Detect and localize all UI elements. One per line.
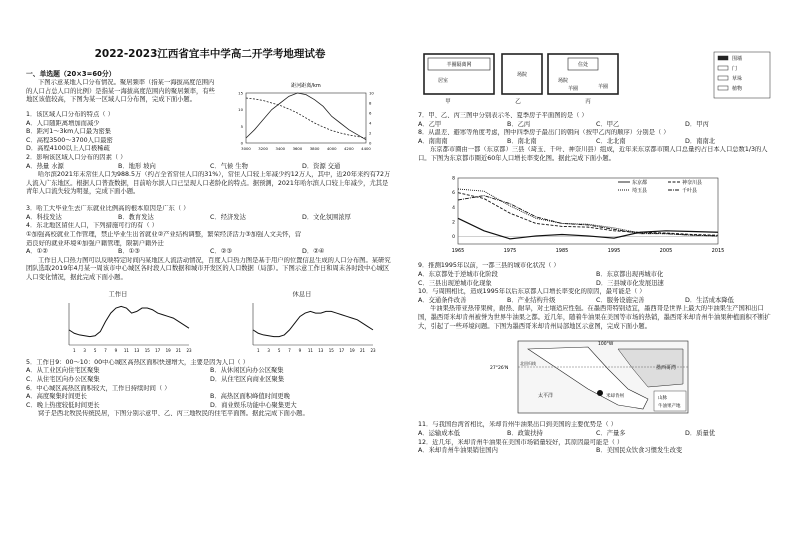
q2-option-a[interactable]: A．热量 水源	[26, 162, 64, 170]
q4-option-b[interactable]: B．①③	[118, 248, 140, 256]
y-tick-label: 5	[240, 123, 243, 129]
y-tick-label: 0	[240, 140, 243, 146]
q10-stem: 10．与周围相比，造成1995年以后东京都人口增长率变化的原因，最可能是（ ）	[418, 288, 646, 296]
q8-option-b[interactable]: B．南北南	[507, 137, 537, 145]
map-label-gulf: 墨西哥湾	[656, 365, 677, 372]
x-tick-label: 1	[72, 348, 76, 354]
heat-line	[69, 307, 189, 337]
intro-6: 牛油果热带亚热带果树，耐热、耐旱，对土壤适应性强。在墨西哥特别适宜，墨西哥是世界上最大的牛油果生产国和出口国，墨西哥米却肯州被誉为世界牛油果之都。近几年，随着牛油果在美国等市场的热销，墨西哥米却肯州牛油果种植面积不断扩大，引起了一些环境问题。下图为墨西哥米却肯州局部地区示意图，完成下面小题。	[418, 305, 771, 330]
x-tick-label: 13	[134, 348, 140, 354]
label-room: 居室	[438, 78, 449, 84]
legend-swatch	[718, 66, 728, 70]
mexico-map	[418, 339, 774, 417]
y2-tick-label: 2	[369, 130, 372, 136]
series-line-2	[458, 189, 718, 236]
q5-stem: 5．工作日9：00～10：00中心城区高热区面积快速增大，主要是因为人口（ ）	[26, 358, 249, 366]
x-tick-label: 3600	[292, 146, 303, 151]
series-line-3	[458, 196, 718, 236]
intro-3: 工作日人口热力图可以反映特定时间内某地区人流活动情况，百度人口热力图是基于用户的位置信息生成的人口分布图。某研究团队选取2019年4月某一周该市中心城区各时段人口数据和城市开发区的人口数据（局部）。下图示意工作日和周末各时段中心城区人口变化情况，据此完成下面小题。	[26, 256, 391, 281]
q11-option-b[interactable]: B．政策扶持	[507, 429, 543, 437]
map-label-long: 100°W	[598, 342, 614, 348]
intro-4: 窝子是西北牧民传统民居，下图分别示意甲、乙、丙三地牧民的住宅平面图。据此完成下面小题。	[38, 410, 309, 418]
chart-work-title: 工作日	[108, 290, 128, 298]
q8-stem: 8．从温差、避寒等角度考虑，图中四季房子最出门的朝向（按甲乙丙的顺序）分别是（ ）	[418, 129, 670, 137]
map-legend-label: 山脉	[658, 396, 667, 402]
x-tick-label: 17	[339, 348, 345, 354]
section-heading: 一、单选题（20×3=60分）	[26, 70, 116, 78]
x-tick-label: 3200	[258, 146, 268, 151]
q3-options	[26, 214, 394, 223]
heat-charts	[26, 291, 394, 359]
legend-swatch	[718, 86, 728, 90]
x-tick-label: 1985	[555, 248, 569, 255]
legend-label: 埼玉县	[632, 188, 648, 195]
legend-label: 草垛	[732, 76, 743, 82]
label-yard: 场院	[516, 72, 528, 78]
y-tick-label: 15	[238, 90, 243, 96]
y2-tick-label: 4	[369, 120, 372, 126]
series-line-0	[246, 93, 366, 140]
y-tick-label: 8	[452, 176, 455, 182]
q5-option-a[interactable]: A．从工业区向住宅区聚集	[26, 367, 100, 375]
q9-stem: 9．推测1995年以前，一都三县的城市化状况（ ）	[418, 262, 560, 270]
label-yard-2: 场院	[558, 78, 569, 84]
x-tick-label: 1975	[503, 248, 517, 255]
x-tick-label: 15	[144, 348, 150, 354]
q6-option-a[interactable]: A．高度聚集时间更长	[26, 393, 87, 401]
tokyo-growth-chart	[418, 172, 774, 258]
x-tick-label: 7	[104, 348, 107, 354]
label-pen: 羊圈隔离网	[446, 62, 472, 68]
y-tick-label: 6	[452, 191, 455, 197]
q7-option-a[interactable]: A．乙甲	[418, 120, 442, 128]
intro-1: 下图示意某地人口分布情况。聚居频率（指某一海拔高度范围内的人口占总人口的比例）是指某一海拔高度范围内的聚居频率，有些地区该值较高，下图为某一区域人口分布图，完成下面小题。	[26, 79, 215, 104]
q9-option-c[interactable]: C．三县出现逆城市化现象	[418, 279, 492, 287]
q10-options	[418, 297, 774, 306]
left-column	[26, 70, 394, 427]
q10-option-a[interactable]: A．交通条件改善	[418, 296, 467, 304]
x-tick-label: 13	[318, 348, 324, 354]
y2-tick-label: 0	[369, 140, 372, 146]
y-tick-label: 10	[238, 107, 243, 113]
intro-5: 东京都市圈由一都（东京都）三县（琦玉、千叶、神奈川县）组成，近年来东京都市圈人口总量约占日本人口总数1/3的人口。下图为东京都市圈近60年人口增长率变化图。据此完成下面小题。	[418, 146, 768, 162]
x-tick-label: 4400	[361, 146, 371, 151]
x-tick-label: 4200	[344, 146, 354, 151]
x-tick-label: 2015	[711, 248, 725, 255]
q7-option-d[interactable]: D．甲丙	[685, 120, 709, 128]
q4-stem: 4．东北地区留住人口，下列措施可行的有（ ）	[26, 222, 158, 230]
right-column	[418, 50, 774, 456]
map-label-state: 米却肯州	[606, 394, 624, 400]
x-tick-label: 1995	[607, 248, 621, 255]
q4-line-2: 造良好的就业环境④加强户籍管理，限制户籍外迁	[26, 239, 164, 247]
page-title: 2022-2023江西省宜丰中学高二开学考地理试卷	[94, 48, 326, 60]
x-tick-label: 5	[93, 348, 97, 354]
q9-options	[418, 271, 774, 288]
y2-tick-label: 8	[369, 100, 372, 106]
x-tick-label: 3	[267, 348, 270, 354]
q2-stem: 2．影响该区域人口分布的因素（ ）	[26, 153, 127, 161]
chart-rest-title: 休息日	[292, 290, 312, 298]
q10-option-d[interactable]: D．生活成本降低	[685, 296, 734, 304]
x-tick-label: 3400	[275, 146, 286, 151]
q9-option-d[interactable]: D．三县城市化发展迅速	[596, 279, 664, 287]
section-label: 甲	[445, 99, 451, 105]
q10-option-c[interactable]: C．服务设施完善	[596, 296, 645, 304]
x-tick-label: 3	[83, 348, 86, 354]
x-tick-label: 1	[256, 348, 260, 354]
q8-option-c[interactable]: C．北北南	[596, 137, 626, 145]
heat-line	[253, 312, 373, 337]
q12-option-a[interactable]: A．米却肯州牛油果销往国内	[418, 447, 498, 455]
q4-line-1: ①加强高校就业工作管理，禁止毕业生出省就业②产业结构调整，繁荣经济活力③加强人文关怀，营	[26, 230, 302, 238]
q2-option-c[interactable]: C．气候 生物	[210, 162, 248, 170]
q2-option-d[interactable]: D．资源 交通	[302, 162, 341, 170]
section-a-wall	[424, 54, 494, 94]
q4-options	[26, 248, 394, 257]
legend-label: 植物	[732, 86, 743, 92]
q7-options	[418, 121, 774, 130]
q12-options	[418, 447, 774, 456]
q6-stem: 6．中心城区高热区面积较大，工作日持续时间（ ）	[26, 384, 171, 392]
x-tick-label: 11	[123, 348, 129, 354]
q1-option-d[interactable]: D．高程4100以上人口极稀疏	[26, 145, 110, 153]
q12-stem: 12．近几年，米却肯州牛油果在美国市场销量较好，其原因最可能是（ ）	[418, 438, 624, 446]
map-label-ocean: 太平洋	[538, 393, 554, 400]
q7-option-b[interactable]: B．乙丙	[507, 120, 531, 128]
y-tick-label: 0	[452, 235, 455, 241]
q9-option-a[interactable]: A．东京都处于逆城市化阶段	[418, 270, 498, 278]
map-label-tropic: 北回归线	[520, 361, 536, 367]
series-line-0	[458, 219, 718, 240]
q3-stem: 3．哈工大毕业生去广东就业比例高的根本原因是广东（ ）	[26, 205, 190, 213]
q3-option-d[interactable]: D．文化氛围浓厚	[302, 213, 351, 221]
x-tick-label: 5	[277, 348, 281, 354]
q6-option-c[interactable]: C．晚上热度较低时间更长	[26, 401, 100, 409]
legend-label: 神奈川县	[682, 180, 703, 187]
floorplan-diagram	[418, 50, 774, 106]
q4-option-c[interactable]: C．②③	[210, 248, 232, 256]
q7-option-c[interactable]: C．甲乙	[596, 120, 620, 128]
q1-option-a[interactable]: A．人口随距离增加而减少	[26, 119, 100, 127]
q11-stem: 11．与我国台湾省相比，米却肯州牛油果出口到美国的主要优势是（ ）	[418, 421, 617, 429]
restday-chart	[227, 299, 377, 357]
x-tick-label: 3800	[309, 146, 320, 151]
legend-label: 千叶县	[682, 188, 698, 195]
x-tick-label: 9	[298, 348, 302, 354]
q5-option-c[interactable]: C．从住宅区向办公区聚集	[26, 375, 100, 383]
q6-options	[26, 393, 394, 410]
x-tick-label: 9	[114, 348, 118, 354]
y-tick-label: 2	[452, 220, 455, 226]
q5-options	[26, 367, 394, 384]
q3-option-c[interactable]: C．经济发达	[210, 213, 246, 221]
chart-title: 距河距离/km	[291, 83, 321, 89]
q4-option-a[interactable]: A．①②	[26, 248, 48, 256]
x-tick-label: 21	[360, 348, 366, 354]
y2-tick-label: 6	[369, 110, 372, 116]
x-tick-label: 17	[155, 348, 161, 354]
q2-option-b[interactable]: B．地形 坡向	[118, 162, 156, 170]
q6-option-d[interactable]: D．商业娱乐功能中心聚集更大	[210, 401, 297, 409]
y2-tick-label: 10	[369, 90, 374, 96]
q11-option-a[interactable]: A．运输成本低	[418, 429, 461, 437]
x-tick-label: 23	[186, 348, 192, 354]
x-tick-label: 2005	[659, 248, 673, 255]
legend-swatch	[718, 56, 728, 60]
legend-label: 东京都	[632, 180, 648, 187]
series-line-1	[246, 98, 366, 138]
q11-option-c[interactable]: C．产量多	[596, 429, 626, 437]
label-living: 住处	[577, 62, 589, 68]
q1-option-c[interactable]: C．高程3500～3700人口最密	[26, 136, 113, 144]
x-tick-label: 21	[176, 348, 182, 354]
q5-option-d[interactable]: D．从住宅区向商业区聚集	[210, 375, 285, 383]
x-tick-label: 11	[307, 348, 313, 354]
legend-label: 门	[732, 66, 738, 72]
map-legend-label: 牛油果产地	[658, 404, 681, 410]
q4-option-d[interactable]: D．②④	[302, 248, 325, 256]
q8-options	[418, 138, 774, 147]
section-label: 丙	[585, 99, 591, 105]
avocado-region-marker	[597, 390, 603, 396]
series-line-1	[458, 193, 718, 236]
settlement-chart	[226, 79, 386, 157]
label-pen-2: 羊圈	[598, 84, 609, 90]
legend-swatch	[718, 76, 728, 80]
q1-option-b[interactable]: B．距河1～3km人口最为密集	[26, 128, 112, 136]
x-tick-label: 7	[288, 348, 291, 354]
section-label: 乙	[515, 99, 521, 105]
x-tick-label: 19	[349, 348, 355, 354]
x-tick-label: 3000	[241, 146, 251, 151]
q7-stem: 7．甲、乙、丙三图中分别表示冬、夏季房子平面图的是（ ）	[418, 112, 588, 119]
x-tick-label: 23	[370, 348, 376, 354]
q1-stem: 1．该区域人口分布的特点（ ）	[26, 111, 114, 118]
q8-option-d[interactable]: D．南南北	[685, 137, 716, 145]
q3-option-b[interactable]: B．教育发达	[118, 213, 154, 221]
q8-option-a[interactable]: A．南南南	[418, 137, 448, 145]
x-tick-label: 15	[328, 348, 334, 354]
q6-option-b[interactable]: B．高热区面积峰值时间更晚	[210, 393, 290, 401]
q12-option-b[interactable]: B．美国民众饮食习惯发生改变	[596, 447, 683, 455]
y-tick-label: 4	[452, 206, 455, 212]
workday-chart	[43, 299, 193, 357]
legend-label: 围墙	[732, 56, 743, 62]
x-tick-label: 4000	[326, 146, 337, 151]
q3-option-a[interactable]: A．科技发达	[26, 213, 62, 221]
x-tick-label: 1965	[451, 248, 465, 255]
map-label-lat: 27°26'N	[490, 366, 509, 372]
intro-2: 哈尔滨2021年末常住人口为988.5万（约占全省常住人口的31%），常住人口较上年减少约12万人，其中，近20年来约有72万人流入广东地区。根据人口普查数据，目前哈尔滨人口已呈现人口老龄化的特点。据预测，2021年哈尔滨人口较上年减少，尤其是青年人口流失较为明显，完成下面小题。	[26, 171, 391, 196]
q10-option-b[interactable]: B．产业结构升级	[507, 296, 556, 304]
q9-option-b[interactable]: B．东京都出现再城市化	[596, 270, 664, 278]
label-sheep: 羊圈	[568, 86, 579, 92]
q2-options	[26, 163, 394, 172]
q11-option-d[interactable]: D．质量优	[685, 429, 716, 437]
q11-options	[418, 430, 774, 439]
x-tick-label: 19	[165, 348, 171, 354]
q5-option-b[interactable]: B．从休闲区向办公区聚集	[210, 367, 284, 375]
